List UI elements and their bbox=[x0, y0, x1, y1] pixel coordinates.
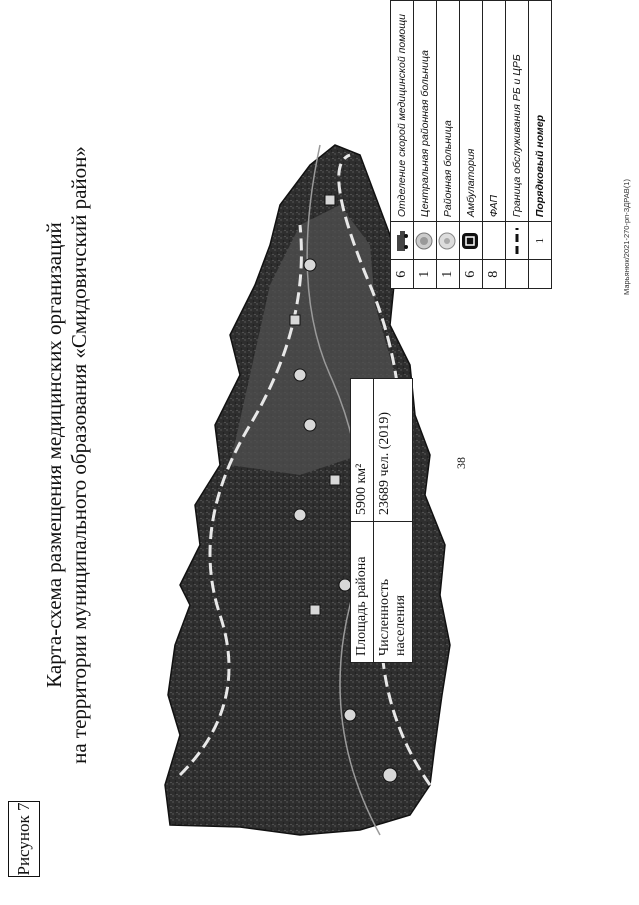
fap-icon bbox=[483, 222, 506, 260]
figure-label: Рисунок 7 bbox=[8, 801, 40, 877]
legend-row bbox=[506, 1, 529, 289]
population-label: Численность населения bbox=[374, 522, 413, 663]
ordinal-number-marker: 1 bbox=[529, 222, 552, 260]
district-hospital-icon bbox=[437, 222, 460, 260]
legend-text: Отделение скорой медицинской помощи bbox=[391, 1, 414, 222]
legend-row bbox=[414, 1, 437, 289]
page-number: 38 bbox=[454, 457, 468, 469]
legend-row bbox=[391, 1, 414, 289]
legend-text: Районная больница bbox=[437, 1, 460, 222]
legend-text: Амбулатория bbox=[460, 1, 483, 222]
central-hospital-icon bbox=[414, 222, 437, 260]
legend-count: 8 bbox=[483, 260, 506, 289]
legend-count: 1 bbox=[437, 260, 460, 289]
legend-row bbox=[529, 1, 552, 289]
ambulatory-icon bbox=[460, 222, 483, 260]
table-row bbox=[374, 379, 413, 663]
legend-text: ФАП bbox=[483, 1, 506, 222]
title-line-1: Карта-схема размещения медицинских организаций bbox=[42, 222, 66, 688]
legend-count: 1 bbox=[414, 260, 437, 289]
boundary-line-icon bbox=[506, 222, 529, 260]
district-info-table bbox=[350, 378, 413, 663]
population-value: 23689 чел. (2019) bbox=[374, 379, 413, 522]
legend-count bbox=[506, 260, 529, 289]
map-legend bbox=[390, 0, 552, 289]
legend-text: Граница обслуживания РБ и ЦРБ bbox=[506, 1, 529, 222]
legend-count bbox=[529, 260, 552, 289]
legend-row bbox=[483, 1, 506, 289]
legend-count: 6 bbox=[391, 260, 414, 289]
legend-text: Порядковый номер bbox=[529, 1, 552, 222]
title-line-2: на территории муниципального образования «Смидовичский район» bbox=[67, 146, 91, 764]
document-footer: Марьянюк/2021-270-рп-ЗДРАВ(1) bbox=[622, 179, 631, 295]
map-title bbox=[42, 145, 92, 765]
legend-row bbox=[460, 1, 483, 289]
legend-row bbox=[437, 1, 460, 289]
ambulance-icon bbox=[391, 222, 414, 260]
table-row bbox=[351, 379, 374, 663]
area-value: 5900 км² bbox=[351, 379, 374, 522]
area-label: Площадь района bbox=[351, 522, 374, 663]
legend-text: Центральная районная больница bbox=[414, 1, 437, 222]
legend-count: 6 bbox=[460, 260, 483, 289]
